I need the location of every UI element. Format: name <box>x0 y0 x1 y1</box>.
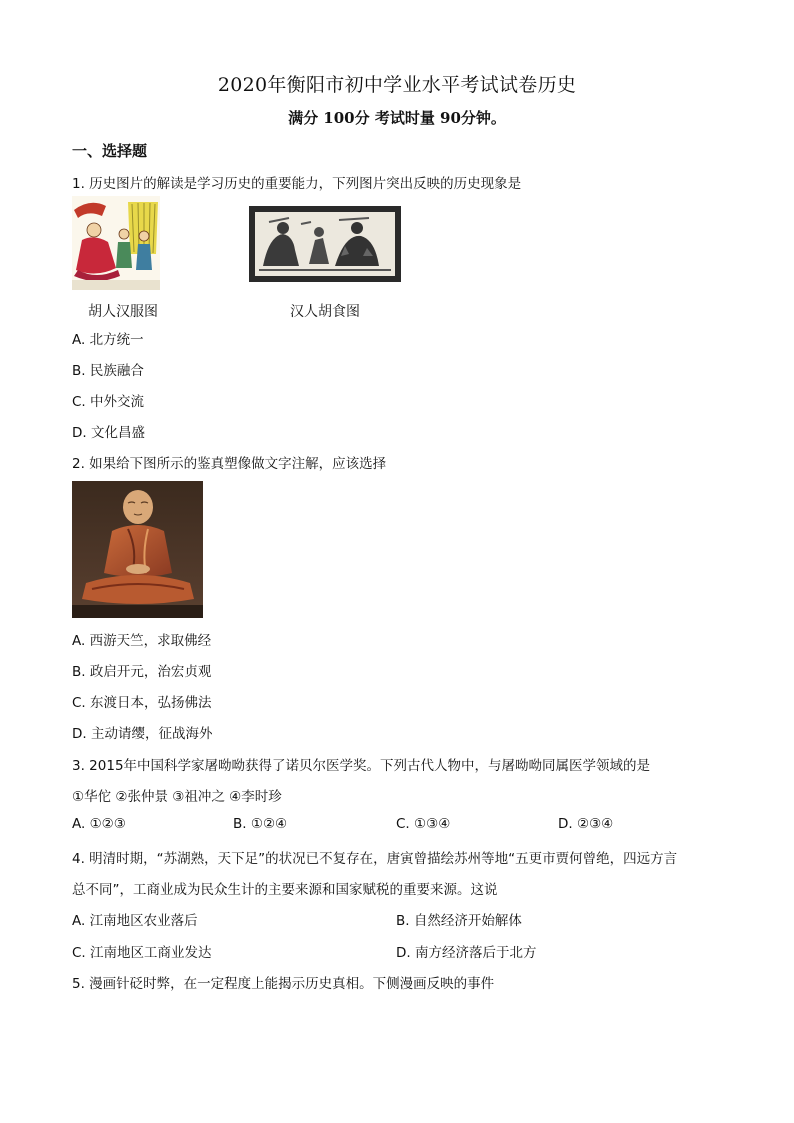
han-people-hu-food-image <box>249 206 401 282</box>
q2-stem: 2. 如果给下图所示的鉴真塑像做文字注解，应该选择 <box>72 456 387 472</box>
q3-stem: 3. 2015年中国科学家屠呦呦获得了诺贝尔医学奖。下列古代人物中，与屠呦呦同属医学领域的是 <box>72 758 651 774</box>
q3-option-d[interactable]: D. ②③④ <box>558 816 614 832</box>
fig1-caption: 胡人汉服图 <box>88 304 158 320</box>
q1-option-b[interactable]: B. 民族融合 <box>72 363 144 379</box>
q4-option-a[interactable]: A. 江南地区农业落后 <box>72 913 198 929</box>
q1-stem: 1. 历史图片的解读是学习历史的重要能力，下列图片突出反映的历史现象是 <box>72 176 522 192</box>
q2-option-c[interactable]: C. 东渡日本，弘扬佛法 <box>72 695 212 711</box>
q4-option-c[interactable]: C. 江南地区工商业发达 <box>72 945 212 961</box>
fig2-caption: 汉人胡食图 <box>290 304 360 320</box>
jianzhen-statue-image <box>72 481 203 618</box>
q3-option-c[interactable]: C. ①③④ <box>396 816 451 832</box>
q5-stem: 5. 漫画针砭时弊，在一定程度上能揭示历史真相。下侧漫画反映的事件 <box>72 976 495 992</box>
q4-stem-line2: 总不同”，工商业成为民众生计的主要来源和国家赋税的重要来源。这说 <box>72 882 498 898</box>
q3-option-b[interactable]: B. ①②④ <box>233 816 288 832</box>
q1-option-d[interactable]: D. 文化昌盛 <box>72 425 145 441</box>
q2-option-d[interactable]: D. 主动请缨，征战海外 <box>72 726 213 742</box>
hu-people-han-clothing-image <box>72 196 160 290</box>
page-subtitle: 满分 100分 考试时量 90分钟。 <box>288 109 506 127</box>
q2-option-b[interactable]: B. 政启开元，治宏贞观 <box>72 664 212 680</box>
q1-option-c[interactable]: C. 中外交流 <box>72 394 145 410</box>
q1-option-a[interactable]: A. 北方统一 <box>72 332 144 348</box>
q2-option-a[interactable]: A. 西游天竺，求取佛经 <box>72 633 212 649</box>
section-heading: 一、选择题 <box>72 142 148 160</box>
q4-stem-line1: 4. 明清时期，“苏湖熟，天下足”的状况已不复存在，唐寅曾描绘苏州等地“五更市贾何曾绝，四远方言 <box>72 851 678 867</box>
q3-items: ①华佗 ②张仲景 ③祖冲之 ④李时珍 <box>72 789 282 805</box>
q4-option-d[interactable]: D. 南方经济落后于北方 <box>396 945 537 961</box>
q3-option-a[interactable]: A. ①②③ <box>72 816 126 832</box>
page-title: 2020年衡阳市初中学业水平考试试卷历史 <box>217 74 577 96</box>
q4-option-b[interactable]: B. 自然经济开始解体 <box>396 913 522 929</box>
